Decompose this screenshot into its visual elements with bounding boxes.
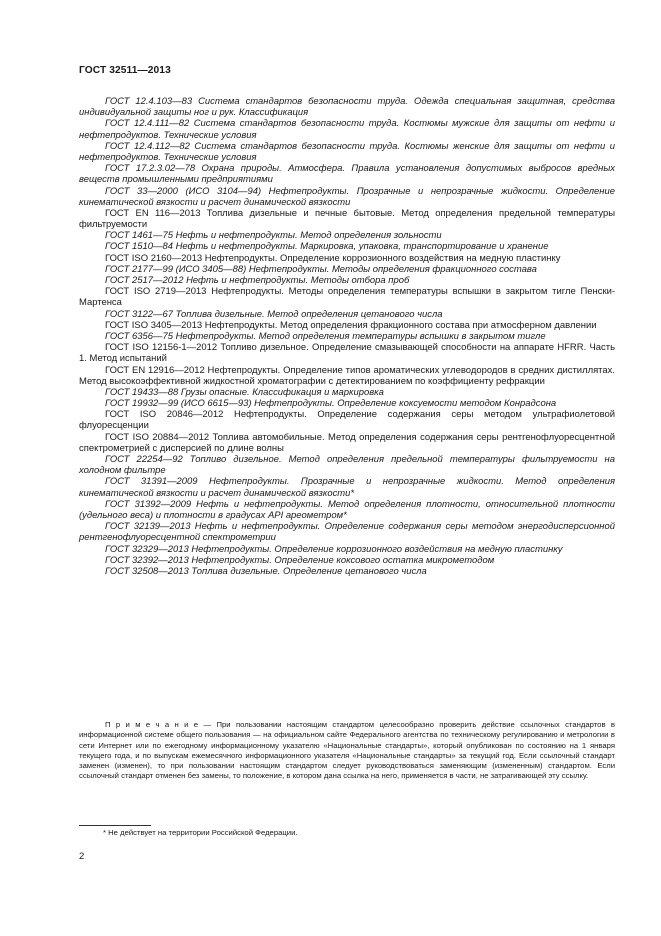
note-label: П р и м е ч а н и е — [105,720,212,729]
reference-item: ГОСТ 33—2000 (ИСО 3104—94) Нефтепродукты. Прозрачные и непрозрачные жидкости. Определение кинематической вязкости и расчет динамической вязкости [79,185,615,208]
reference-item: ГОСТ 1510—84 Нефть и нефтепродукты. Маркировка, упаковка, транспортирование и хранение [105,241,549,253]
reference-item: ГОСТ 12.4.112—82 Система стандартов безопасности труда. Костюмы женские для защиты от нефти и нефтепродуктов. Технические условия [79,140,615,163]
reference-item: ГОСТ 32139—2013 Нефть и нефтепродукты. Определение содержания серы методом энергодисперсионной рентгенофлуоресцентной спектрометрии [79,521,615,544]
reference-item: ГОСТ 31392—2009 Нефть и нефтепродукты. Метод определения плотности, относительной плотности (удельного веса) и плотности в градусах API ареометром* [79,498,615,521]
usage-note [79,720,615,782]
reference-item: ГОСТ ISO 20884—2012 Топлива автомобильные. Метод определения содержания серы рентгенофлуоресцентной спектрометрией с дисперсией по длине волны [79,431,615,454]
reference-item: ГОСТ ISO 2160—2013 Нефтепродукты. Определение коррозионного воздействия на медную пластинку [105,252,561,264]
reference-item: ГОСТ ISO 20846—2012 Нефтепродукты. Определение содержания серы методом ультрафиолетовой флуоресценции [79,409,615,432]
footnote: * Не действует на территории Российской Федерации. [103,828,298,837]
reference-item: ГОСТ 6356—75 Нефтепродукты. Метод определения температуры вспышки в закрытом тигле [105,330,546,342]
reference-item: ГОСТ 12.4.103—83 Система стандартов безопасности труда. Одежда специальная защитная, средства индивидуальной защиты ног и рук. Классификация [79,96,615,119]
footnote-divider [79,825,151,826]
document-header: ГОСТ 32511—2013 [79,65,171,76]
normative-references-list [79,96,615,577]
reference-item: ГОСТ 19932—99 (ИСО 6615—93) Нефтепродукты. Определение коксуемости методом Конрадсона [105,398,557,410]
reference-item: ГОСТ 32392—2013 Нефтепродукты. Определение коксового остатка микрометодом [105,554,495,566]
reference-item: ГОСТ 31391—2009 Нефтепродукты. Прозрачные и непрозрачные жидкости. Метод определения кинематической вязкости и расчет динамической вязкости* [79,476,615,499]
reference-item: ГОСТ ISO 2719—2013 Нефтепродукты. Методы определения температуры вспышки в закрытом тигле Пенски-Мартенса [79,286,615,309]
reference-item: ГОСТ 12.4.111—82 Система стандартов безопасности труда. Костюмы мужские для защиты от нефти и нефтепродуктов. Технические условия [79,118,615,141]
page-number: 2 [79,851,85,862]
reference-item: ГОСТ 19433—88 Грузы опасные. Классификация и маркировка [105,386,384,398]
reference-item: ГОСТ EN 12916—2012 Нефтепродукты. Определение типов ароматических углеводородов в средних дистиллятах. Метод высокоэффективной жидкостной хроматографии с детектированием по коэффициенту рефракции [79,364,615,387]
reference-item: ГОСТ 1461—75 Нефть и нефтепродукты. Метод определения зольности [105,230,442,242]
reference-item: ГОСТ 32508—2013 Топлива дизельные. Определение цетанового числа [105,565,427,577]
reference-item: ГОСТ ISO 3405—2013 Нефтепродукты. Метод определения фракционного состава при атмосферном давлении [105,319,597,331]
reference-item: ГОСТ 2517—2012 Нефть и нефтепродукты. Методы отбора проб [105,275,410,286]
reference-item: ГОСТ 17.2.3.02—78 Охрана природы. Атмосфера. Правила установления допустимых выбросов вредных веществ промышленными предприятиями [79,163,615,186]
reference-item: ГОСТ 32329—2013 Нефтепродукты. Определение коррозионного воздействия на медную пластинку [105,543,563,555]
reference-item: ГОСТ 3122—67 Топлива дизельные. Метод определения цетанового числа [105,308,443,320]
reference-item: ГОСТ 22254—92 Топливо дизельное. Метод определения предельной температуры фильтруемости на холодном фильтре [79,454,615,477]
reference-item: ГОСТ EN 116—2013 Топлива дизельные и печные бытовые. Метод определения предельной температуры фильтруемости [79,207,615,231]
reference-item: ГОСТ ISO 12156-1—2012 Топливо дизельное. Определение смазывающей способности на аппарате HFRR. Часть 1. Метод испытаний [79,342,615,365]
reference-item: ГОСТ 2177—99 (ИСО 3405—88) Нефтепродукты. Методы определения фракционного состава [105,263,537,275]
note-text: При пользовании настоящим стандартом целесообразно проверить действие ссылочных стандартов в информационной системе общего пользования — на официальном сайте Федерального агентства по техническому регулированию и метрологии в сети Интернет или по ежегодному информационному указателю «Национальные стандарты», который опубликован по состоянию на 1 января текущего года, и по выпускам ежемесячного информационного указателя «Национальные стандарты» за текущий год. Если ссылочный стандарт заменен (изменен), то при пользовании настоящим стандартом следует руководствоваться заменяющим (измененным) стандартом. Если ссылочный стандарт отменен без замены, то положение, в котором дана ссылка на него, применяется в части, не затрагивающей эту ссылку. [79,720,615,781]
